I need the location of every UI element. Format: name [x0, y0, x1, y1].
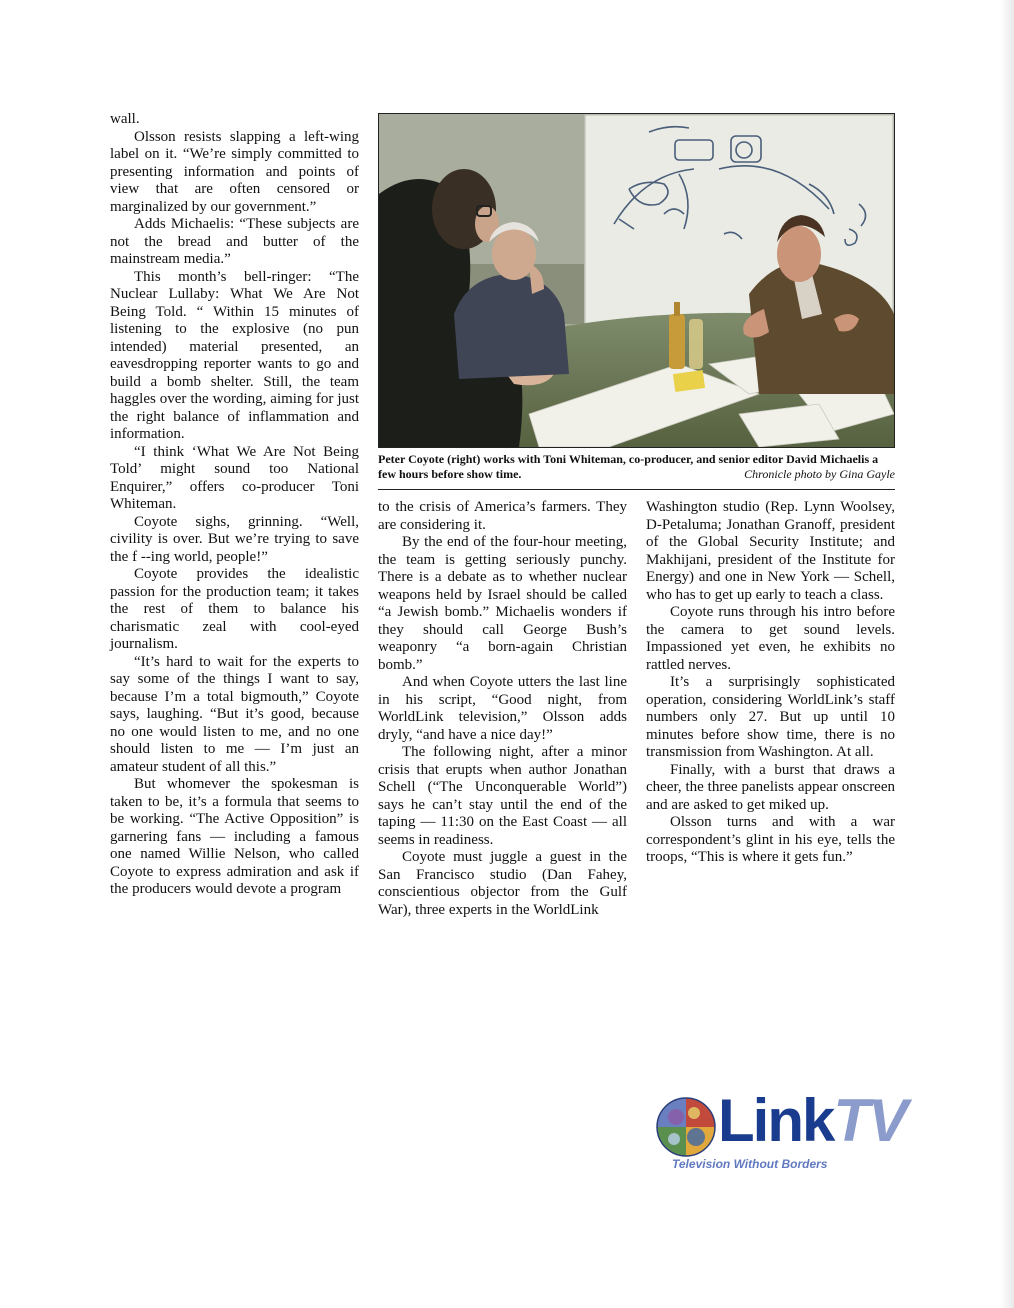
paragraph: It’s a surprisingly sophisticated operation, considering WorldLink’s staff numbers only 27. But up until 10 minutes before show time, there is no transmission from Washington. At all.	[646, 674, 895, 760]
article-column-3	[646, 499, 895, 867]
article-column-1	[110, 111, 359, 899]
linktv-logo	[656, 1087, 907, 1175]
logo-tv-text: TV	[833, 1087, 907, 1154]
page-edge-shadow	[1000, 0, 1014, 1308]
paragraph: Washington studio (Rep. Lynn Woolsey, D-Petaluma; Jonathan Granoff, president of the Global Security Institute; and Makhijani, president of the Institute for Energy) and one in New York — Schell, who has to get up early to teach a class.	[646, 499, 895, 603]
logo-link-text: Link	[718, 1087, 834, 1154]
globe-mosaic-icon	[656, 1097, 716, 1157]
paragraph: Coyote sighs, grinning. “Well, civility is over. But we’re trying to save the f --ing world, people!”	[110, 513, 359, 565]
article-column-2	[378, 499, 627, 919]
meeting-photo	[378, 113, 895, 448]
caption-text: Peter Coyote (right) works with Toni Whiteman, co-producer, and senior editor David Michaelis a few hours before show time.	[378, 452, 879, 481]
photo-caption	[378, 452, 895, 482]
paragraph: Adds Michaelis: “These subjects are not the bread and butter of the mainstream media.”	[110, 216, 359, 267]
paragraph: Olsson resists slapping a left-wing label on it. “We’re simply committed to presenting information and points of view that are often censored or marginalized by our government.”	[110, 128, 359, 215]
logo-tagline: Television Without Borders	[672, 1157, 828, 1171]
paragraph: Coyote must juggle a guest in the San Francisco studio (Dan Fahey, conscientious objector from the Gulf War), three experts in the WorldLink	[378, 849, 627, 918]
paragraph: Coyote provides the idealistic passion for the production team; it takes the rest of them to balance his charismatic zeal with cool-eyed journalism.	[110, 566, 359, 652]
paragraph: But whomever the spokesman is taken to be, it’s a formula that seems to be working. “The Active Opposition” is garnering fans — including a famous one named Willie Nelson, who called Coyote to express admiration and ask if the producers would devote a program	[110, 776, 359, 897]
paragraph: “I think ‘What We Are Not Being Told’ might sound too National Enquirer,” offers co-producer Toni Whiteman.	[110, 443, 359, 512]
caption-rule	[378, 489, 895, 490]
paragraph: “It’s hard to wait for the experts to say some of the things I want to say, because I’m a total bigmouth,” Coyote says, laughing. “But it’s good, because no one would listen to me, and no one should listen to me — I’m just an amateur student of all this.”	[110, 653, 359, 775]
paragraph: Coyote runs through his intro before the camera to get sound levels. Impassioned yet even, he exhibits no rattled nerves.	[646, 604, 895, 673]
paragraph: Olsson turns and with a war correspondent’s glint in his eye, tells the troops, “This is where it gets fun.”	[646, 814, 895, 865]
photo-credit: Chronicle photo by Gina Gayle	[744, 467, 895, 481]
paragraph: to the crisis of America’s farmers. They are considering it.	[378, 499, 627, 533]
paragraph: And when Coyote utters the last line in his script, “Good night, from WorldLink television,” Olsson adds dryly, “and have a nice day!”	[378, 674, 627, 743]
paragraph: This month’s bell-ringer: “The Nuclear Lullaby: What We Are Not Being Told. “ Within 15 minutes of listening to the explosive (no pun intended) material presented, an eavesdropping reporter wants to go and build a bomb shelter. Still, the team haggles over the wording, aiming for just the right balance of inflammation and information.	[110, 268, 359, 442]
paragraph: By the end of the four-hour meeting, the team is getting seriously punchy. There is a debate as to whether nuclear weapons held by Israel should be called “a Jewish bomb.” Michaelis wonders if they should call George Bush’s weaponry “a born-again Christian bomb.”	[378, 534, 627, 673]
logo-wordmark	[718, 1089, 906, 1153]
paragraph: The following night, after a minor crisis that erupts when author Jonathan Schell (“The Unconquerable World”) says he can’t stay until the end of the taping — 11:30 on the East Coast — all seems in readiness.	[378, 744, 627, 848]
paragraph: wall.	[110, 111, 140, 127]
paragraph: Finally, with a burst that draws a cheer, the three panelists appear onscreen and are asked to get miked up.	[646, 761, 895, 813]
